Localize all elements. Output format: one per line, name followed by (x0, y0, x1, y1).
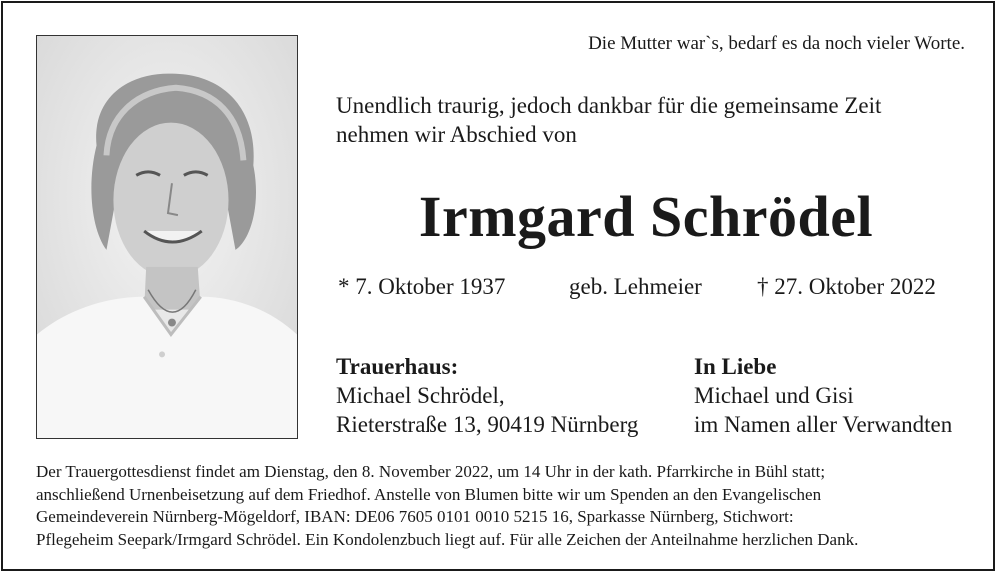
maiden-name: geb. Lehmeier (569, 274, 702, 299)
intro-line: nehmen wir Abschied von (336, 122, 577, 147)
in-love-heading: In Liebe (694, 354, 777, 379)
portrait-image (37, 36, 297, 438)
obituary-notice (1, 1, 995, 571)
in-love-block (694, 352, 952, 439)
in-love-line: im Namen aller Verwandten (694, 412, 953, 437)
notice-line: Gemeindeverein Nürnberg-Mögeldorf, IBAN: DE06 7605 0101 0010 5215 16, Sparkasse Nürnberg, Stichwort: (36, 507, 794, 526)
mourning-house-line: Michael Schrödel, (336, 383, 505, 408)
intro-line: Unendlich traurig, jedoch dankbar für die gemeinsame Zeit (336, 93, 882, 118)
in-love-line: Michael und Gisi (694, 383, 854, 408)
notice-line: Pflegeheim Seepark/Irmgard Schrödel. Ein Kondolenzbuch liegt auf. Für alle Zeichen der Anteilnahme herzlichen Dank. (36, 529, 859, 549)
mourning-house-block (336, 352, 638, 439)
intro-text (336, 91, 881, 149)
mourning-house-heading: Trauerhaus: (336, 354, 459, 379)
portrait-photo (36, 35, 298, 439)
deceased-name: Irmgard Schrödel (418, 184, 874, 249)
service-notice (36, 461, 973, 551)
death-date: † 27. Oktober 2022 (757, 274, 936, 299)
motto-quote: Die Mutter war`s, bedarf es da noch vieler Worte. (588, 33, 965, 54)
mourning-house-address: Rieterstraße 13, 90419 Nürnberg (336, 412, 639, 437)
notice-line: Der Trauergottesdienst findet am Dienstag, den 8. November 2022, um 14 Uhr in der kath. Pfarrkirche in Bühl statt; (36, 462, 826, 481)
birth-date: * 7. Oktober 1937 (338, 274, 506, 299)
notice-line: anschließend Urnenbeisetzung auf dem Friedhof. Anstelle von Blumen bitte wir um Spenden an den Evangelischen (36, 484, 822, 504)
